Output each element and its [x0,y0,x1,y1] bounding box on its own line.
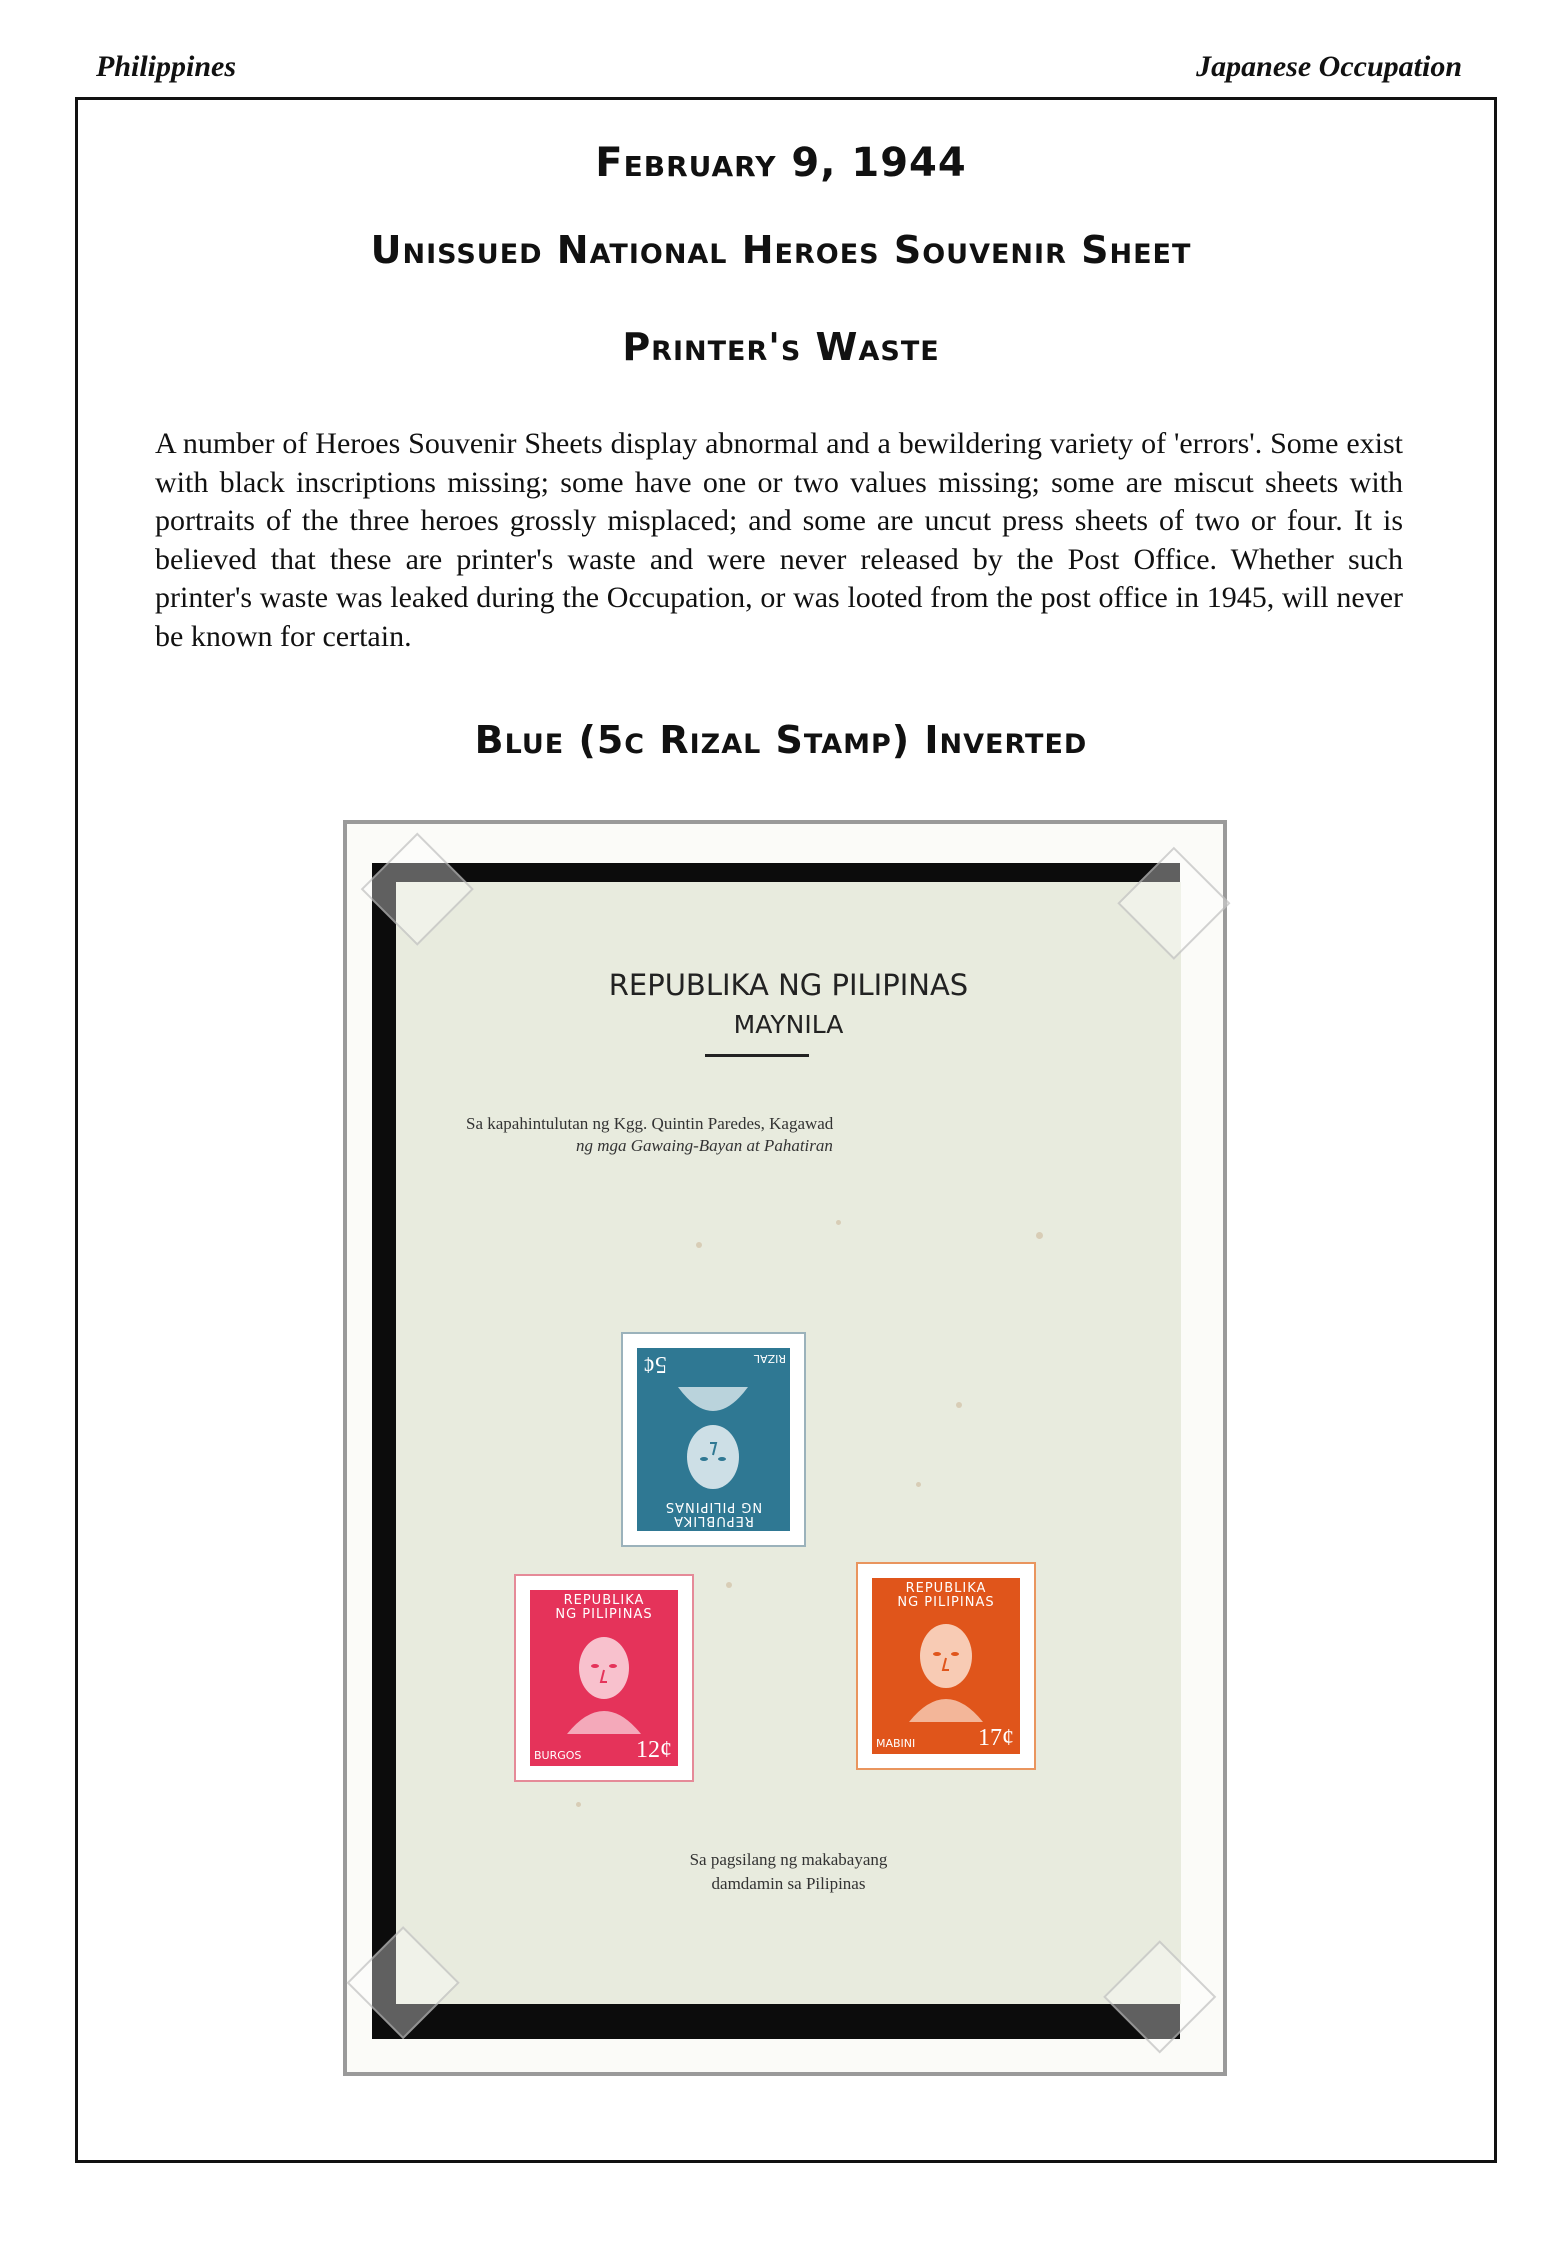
foxing-spot [1036,1232,1043,1239]
stamp-mabini [856,1562,1036,1770]
sheet-authorization-line-2: ng mga Gawaing-Bayan at Pahatiran [576,1136,833,1155]
sheet-title: REPUBLIKA NG PILIPINAS [608,968,969,1002]
section-heading: Printer's Waste [622,325,940,369]
foxing-spot [956,1402,962,1408]
page-title-date: February 9, 1944 [595,140,967,186]
page-header-country: Philippines [96,50,237,83]
sheet-divider [705,1054,809,1057]
sheet-subtitle: MAYNILA [733,1010,844,1039]
stamp-rizal-inverted [621,1332,806,1547]
stamp-value: 17¢ [978,1725,1014,1751]
foxing-spot [726,1582,732,1588]
foxing-spot [836,1220,841,1225]
stamp-value: 5¢ [643,1351,667,1377]
sheet-footer-line: Sa pagsilang ng makabayang [689,1850,888,1869]
stamp-name: MABINI [876,1737,916,1750]
stamp-burgos [514,1574,694,1782]
foxing-spot [696,1242,702,1248]
stamp-country: REPUBLIKA NG PILIPINAS [897,1581,995,1610]
stamp-value: 12¢ [636,1737,672,1763]
foxing-spot [916,1482,921,1487]
page-header-period: Japanese Occupation [1196,50,1462,83]
foxing-spot [576,1802,581,1807]
sheet-footer-line-2: damdamin sa Pilipinas [711,1874,866,1893]
page-title-subject: Unissued National Heroes Souvenir Sheet [370,228,1192,272]
mabini-portrait-icon [903,1612,989,1722]
stamp-country: REPUBLIKA NG PILIPINAS [664,1499,763,1528]
souvenir-sheet [396,882,1181,2004]
stamp-name: BURGOS [534,1749,582,1762]
stamp-country: REPUBLIKA NG PILIPINAS [555,1593,653,1622]
sheet-authorization-line: Sa kapahintulutan ng Kgg. Quintin Paredes, Kagawad [466,1114,834,1133]
description-paragraph: A number of Heroes Souvenir Sheets display abnormal and a bewildering variety of 'errors'. Some exist with black inscriptions missing; some have one or two values missing; some are miscut sheets with portraits of the three heroes grossly misplaced; and some are uncut press sheets of two or four. It is believed that these are printer's waste and were never released by the Post Office. Whether such printer's waste was leaked during the Occupation, or was looted from the post office in 1945, will never be known for certain. [155,427,1403,653]
rizal-portrait-icon [671,1387,757,1497]
variety-heading: Blue (5c Rizal Stamp) Inverted [474,718,1088,762]
burgos-portrait-icon [561,1624,647,1734]
stamp-name: RIZAL [753,1352,786,1365]
